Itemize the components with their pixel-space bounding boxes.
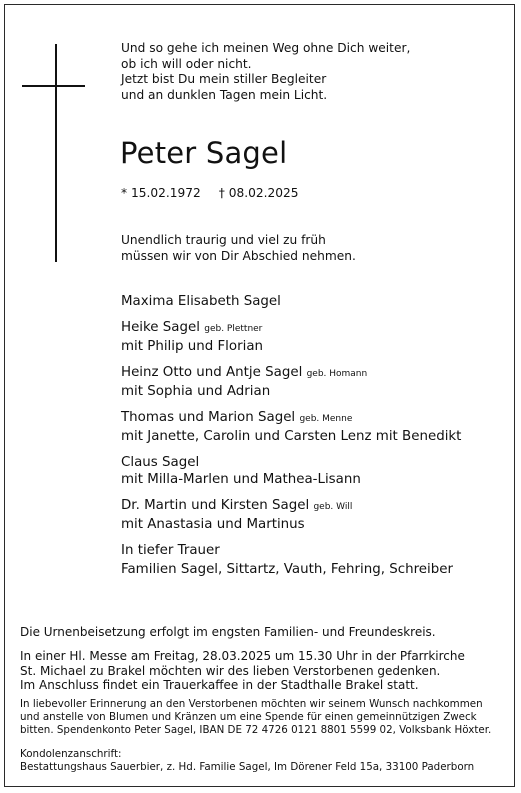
- lament-line: Unendlich traurig und viel zu früh: [121, 233, 326, 247]
- poem-line: ob ich will oder nicht.: [121, 56, 252, 71]
- condolence-line: Bestattungshaus Sauerbier, z. Hd. Familie Sagel, Im Dörener Feld 15a, 33100 Paderborn: [20, 761, 475, 774]
- poem-line: und an dunklen Tagen mein Licht.: [121, 87, 328, 102]
- obituary-notice: [4, 4, 515, 787]
- death-date: † 08.02.2025: [218, 186, 299, 200]
- life-dates: [121, 185, 299, 201]
- maiden-name: geb. Menne: [299, 414, 353, 424]
- condolence-address: [20, 748, 502, 774]
- family-member: [121, 497, 461, 533]
- closing-line: In tiefer Trauer: [121, 543, 220, 558]
- mass-line: St. Michael zu Brakel möchten wir des lieben Verstorbenen gedenken.: [20, 663, 441, 678]
- mass-line: In einer Hl. Messe am Freitag, 28.03.2025 um 15.30 Uhr in der Pfarrkirche: [20, 649, 465, 663]
- family-name: Heinz Otto und Antje Sagel: [121, 365, 303, 380]
- family-list: [121, 293, 461, 542]
- maiden-name: geb. Will: [313, 502, 353, 512]
- family-children: mit Philip und Florian: [121, 339, 264, 354]
- family-name: Claus Sagel: [121, 455, 200, 470]
- family-member: [121, 293, 461, 310]
- family-member: [121, 409, 461, 445]
- donation-line: und anstelle von Blumen und Kränzen um eine Spende für einen gemeinnützigen Zweck: [20, 711, 477, 724]
- family-name: Heike Sagel: [121, 320, 200, 335]
- mass-line: Im Anschluss findet ein Trauerkaffee in der Stadthalle Brakel statt.: [20, 678, 419, 693]
- family-member: [121, 454, 461, 488]
- cross-horizontal-bar: [22, 85, 85, 87]
- poem-line: Und so gehe ich meinen Weg ohne Dich weiter,: [121, 41, 411, 55]
- lament-text: [121, 233, 356, 264]
- family-member: [121, 364, 461, 400]
- family-name: Maxima Elisabeth Sagel: [121, 294, 281, 309]
- maiden-name: geb. Plettner: [204, 324, 263, 334]
- maiden-name: geb. Homann: [306, 369, 368, 379]
- donation-note: [20, 698, 502, 738]
- closing-families: Familien Sagel, Sittartz, Vauth, Fehring, Schreiber: [121, 562, 454, 577]
- condolence-label: Kondolenzanschrift:: [20, 748, 122, 760]
- family-name: Thomas und Marion Sagel: [121, 410, 296, 425]
- cross-vertical-bar: [55, 44, 57, 262]
- family-children: mit Milla-Marlen und Mathea-Lisann: [121, 472, 361, 487]
- family-children: mit Janette, Carolin und Carsten Lenz mit Benedikt: [121, 429, 462, 444]
- urn-burial-note: Die Urnenbeisetzung erfolgt im engsten Familien- und Freundeskreis.: [20, 625, 436, 639]
- family-children: mit Sophia und Adrian: [121, 384, 271, 399]
- birth-date: * 15.02.1972: [121, 186, 201, 200]
- donation-line: In liebevoller Erinnerung an den Verstorbenen möchten wir seinem Wunsch nachkommen: [20, 698, 483, 710]
- mourning-closing: [121, 541, 453, 579]
- family-children: mit Anastasia und Martinus: [121, 517, 305, 532]
- donation-line: bitten. Spendenkonto Peter Sagel, IBAN DE 72 4726 0121 8801 5599 02, Volksbank Höxter.: [20, 724, 492, 737]
- lament-line: müssen wir von Dir Abschied nehmen.: [121, 248, 356, 263]
- memorial-mass-note: [20, 649, 502, 693]
- deceased-name: Peter Sagel: [120, 136, 288, 170]
- poem: [121, 41, 410, 103]
- poem-line: Jetzt bist Du mein stiller Begleiter: [121, 72, 327, 87]
- family-member: [121, 319, 461, 355]
- family-name: Dr. Martin und Kirsten Sagel: [121, 498, 310, 513]
